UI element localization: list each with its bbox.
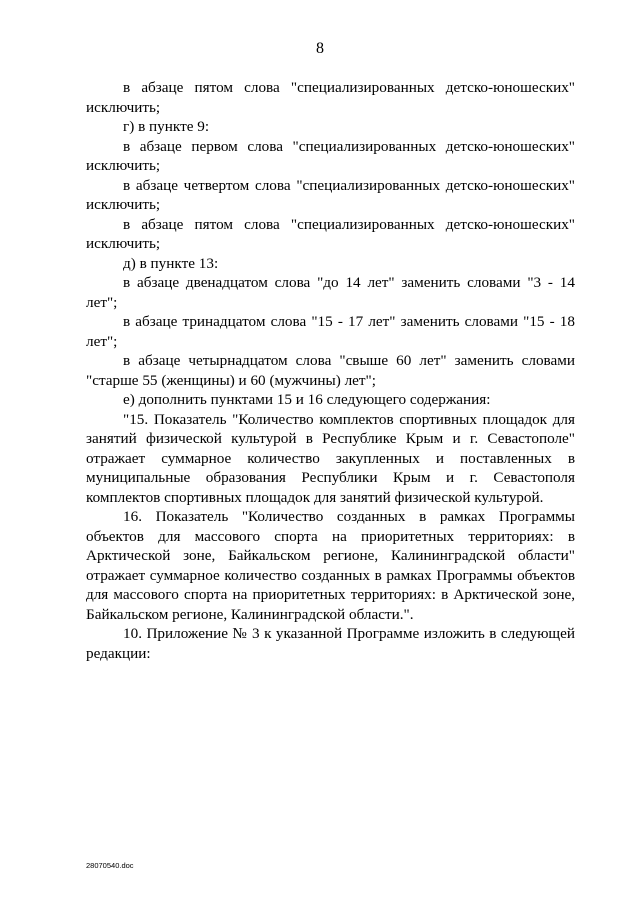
page-number: 8: [316, 40, 324, 57]
paragraph: е) дополнить пунктами 15 и 16 следующего содержания:: [123, 391, 491, 408]
paragraph: д) в пункте 13:: [123, 254, 219, 272]
paragraph: в абзаце первом слова "специализированных детско-юношеских" исключить;: [86, 137, 575, 174]
paragraph: г) в пункте 9:: [123, 118, 210, 135]
paragraph: в абзаце двенадцатом слова "до 14 лет" заменить словами "3 - 14 лет";: [86, 274, 575, 311]
paragraph: в абзаце четырнадцатом слова "свыше 60 лет" заменить словами "старше 55 (женщины) и 60 (мужчины) лет";: [86, 352, 575, 389]
paragraph: в абзаце четвертом слова "специализированных детско-юношеских" исключить;: [86, 176, 575, 213]
paragraph: в абзаце пятом слова "специализированных детско-юношеских" исключить;: [86, 215, 575, 252]
document-body: [86, 78, 575, 663]
paragraph: в абзаце пятом слова "специализированных детско-юношеских" исключить;: [86, 79, 575, 116]
paragraph: в абзаце тринадцатом слова "15 - 17 лет" заменить словами "15 - 18 лет";: [86, 313, 575, 350]
paragraph: 16. Показатель "Количество созданных в рамках Программы объектов для массового спорта на приоритетных территориях: в Арктической зоне, Байкальском регионе, Калининградской области" отражает суммарное количество созданных в рамках Программы объектов для массового спорта на приоритетных территориях: в Арктической зоне, Байкальском регионе, Калининградской области.".: [86, 508, 575, 623]
footer-filename: 28070540.doc: [86, 861, 134, 870]
paragraph: "15. Показатель "Количество комплектов спортивных площадок для занятий физической культурой в Республике Крым и г. Севастополе" отражает суммарное количество закупленных и поставленных в муниципальные образования Республики Крым и г. Севастополя комплектов спортивных площадок для занятий физической культурой.: [86, 410, 575, 506]
paragraph: 10. Приложение № 3 к указанной Программе изложить в следующей редакции:: [86, 625, 575, 662]
